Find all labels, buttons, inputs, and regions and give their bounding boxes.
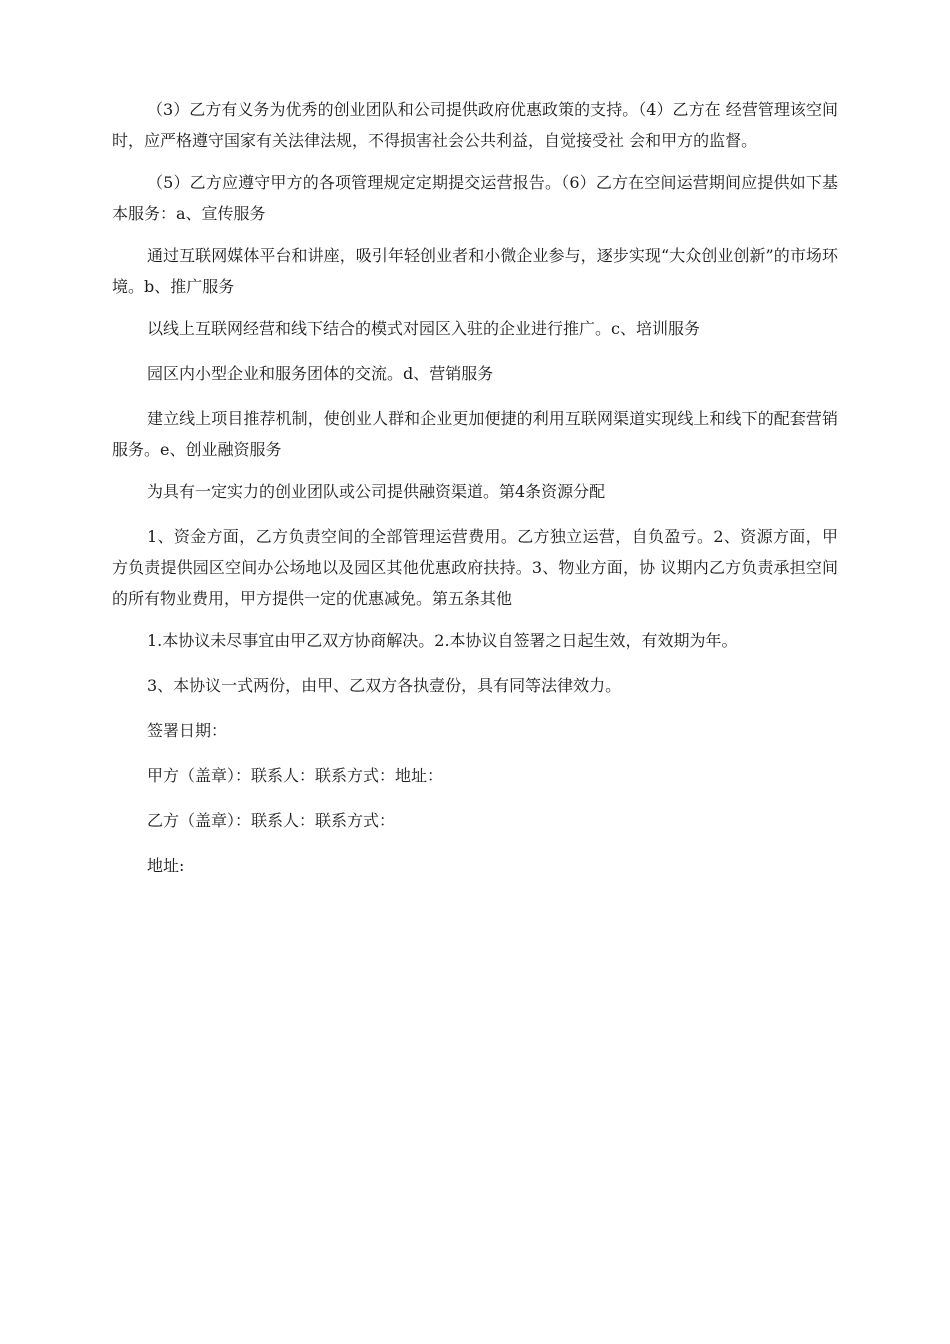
party-a-signature-line: 甲方（盖章）：联系人：联系方式：地址： (147, 766, 444, 785)
signing-date-label: 签署日期： (147, 721, 228, 740)
paragraph-obligations-3-4: （3）乙方有义务为优秀的创业团队和公司提供政府优惠政策的支持。（4）乙方在 经营管理该空间时，应严格遵守国家有关法律法规，不得损害社会公共利益，自觉接受社 会和甲方的监督。 (112, 100, 838, 150)
paragraph-obligations-5-6: （5）乙方应遵守甲方的各项管理规定定期提交运营报告。（6）乙方在空间运营期间应提供如下基本服务：a、宣传服务 (112, 173, 838, 223)
paragraph-resource-allocation: 1、资金方面，乙方负责空间的全部管理运营费用。乙方独立运营，自负盈亏。2、资源方面，甲方负责提供园区空间办公场地以及园区其他优惠政府扶持。3、物业方面，协 议期内乙方负责承担空间的所有物业费用，甲方提供一定的优惠减免。第五条其他 (112, 527, 838, 608)
paragraph-promotion-service: 以线上互联网经营和线下结合的模式对园区入驻的企业进行推广。c、培训服务 (147, 319, 700, 338)
party-b-signature-line: 乙方（盖章）：联系人：联系方式： (147, 811, 396, 830)
paragraph-other-terms: 1.本协议未尽事宜由甲乙双方协商解决。2.本协议自签署之日起生效，有效期为年。 (147, 631, 738, 650)
paragraph-copies: 3、本协议一式两份，由甲、乙双方各执壹份，具有同等法律效力。 (147, 676, 622, 695)
paragraph-publicity-service: 通过互联网媒体平台和讲座，吸引年轻创业者和小微企业参与，逐步实现“大众创业创新”的市场环境。b、推广服务 (112, 246, 838, 296)
paragraph-financing-service: 为具有一定实力的创业团队或公司提供融资渠道。第4条资源分配 (147, 482, 606, 501)
paragraph-training-service: 园区内小型企业和服务团体的交流。d、营销服务 (147, 364, 494, 383)
paragraph-marketing-service: 建立线上项目推荐机制，使创业人群和企业更加便捷的利用互联网渠道实现线上和线下的配套营销服务。e、创业融资服务 (112, 409, 838, 459)
address-label: 地址: (147, 856, 185, 875)
document-body (112, 94, 838, 895)
